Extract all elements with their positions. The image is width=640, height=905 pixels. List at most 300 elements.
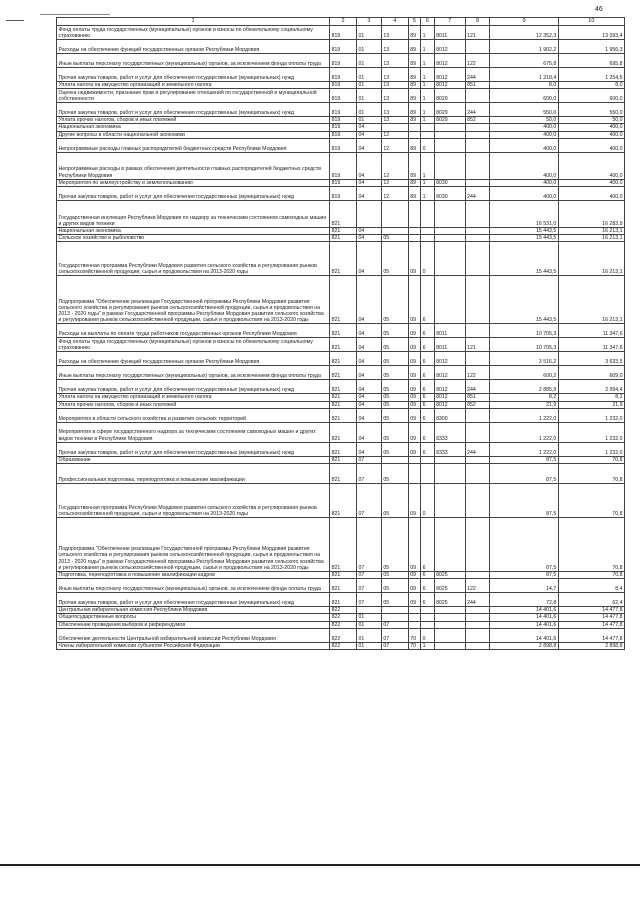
program-code: 09	[408, 366, 420, 380]
table-row	[57, 628, 625, 642]
expense-type-code	[465, 607, 490, 614]
section-code: 04	[357, 228, 382, 235]
program-code: 09	[408, 242, 420, 276]
subprogram-code: 0	[421, 484, 434, 518]
amount-year-1: 10 705,3	[490, 338, 558, 352]
expense-type-code	[465, 464, 490, 484]
subsection-code: 05	[381, 422, 408, 442]
subsection-code: 13	[381, 54, 408, 68]
subprogram-code: 1	[421, 54, 434, 68]
admin-code: 822	[330, 614, 357, 621]
subsection-code: 05	[381, 276, 408, 324]
expense-type-code	[465, 89, 490, 103]
amount-year-2: 1 254,5	[558, 68, 624, 82]
admin-code: 819	[330, 89, 357, 103]
item-code: 8029	[434, 117, 465, 124]
program-code: 89	[408, 138, 420, 152]
section-code: 04	[357, 442, 382, 456]
budget-table	[56, 17, 625, 650]
amount-year-2: 400,0	[558, 187, 624, 201]
section-code: 04	[357, 366, 382, 380]
section-code: 01	[357, 68, 382, 82]
amount-year-1: 12 352,3	[490, 26, 558, 40]
admin-code: 821	[330, 352, 357, 366]
amount-year-1: 2 885,9	[490, 380, 558, 394]
subprogram-code: 1	[421, 26, 434, 40]
expense-type-code	[465, 242, 490, 276]
subsection-code: 13	[381, 40, 408, 54]
amount-year-2: 400,0	[558, 152, 624, 179]
section-code: 04	[357, 235, 382, 242]
subprogram-code: 0	[421, 138, 434, 152]
item-code: 8029	[434, 89, 465, 103]
admin-code: 821	[330, 593, 357, 607]
subprogram-code	[421, 614, 434, 621]
amount-year-2: 2 994,4	[558, 380, 624, 394]
amount-year-2: 14 477,8	[558, 621, 624, 628]
admin-code: 821	[330, 338, 357, 352]
expense-type-code	[465, 422, 490, 442]
expense-type-code	[465, 124, 490, 131]
expense-type-code	[465, 352, 490, 366]
item-code: 8011	[434, 338, 465, 352]
amount-year-2: 8,4	[558, 579, 624, 593]
amount-year-1: 14 401,6	[490, 621, 558, 628]
amount-year-2: 8,0	[558, 82, 624, 89]
program-code: 09	[408, 572, 420, 579]
amount-year-1: 1 222,0	[490, 408, 558, 422]
subsection-code: 05	[381, 324, 408, 338]
expense-type-code: 852	[465, 117, 490, 124]
expense-type-code: 244	[465, 380, 490, 394]
admin-code: 819	[330, 152, 357, 179]
subprogram-code: 6	[421, 338, 434, 352]
amount-year-1: 21,9	[490, 401, 558, 408]
amount-year-2: 609,0	[558, 366, 624, 380]
table-row	[57, 324, 625, 338]
subsection-code: 05	[381, 352, 408, 366]
item-code: 8012	[434, 366, 465, 380]
row-description: Непрограммные расходы главных распорядителей бюджетных средств Республики Мордовия	[57, 138, 330, 152]
expense-type-code	[465, 131, 490, 138]
header-cell: 8	[465, 18, 490, 26]
table-row	[57, 68, 625, 82]
item-code	[434, 124, 465, 131]
amount-year-1: 72,8	[490, 593, 558, 607]
expense-type-code	[465, 235, 490, 242]
subsection-code: 13	[381, 68, 408, 82]
subsection-code: 13	[381, 82, 408, 89]
admin-code: 821	[330, 228, 357, 235]
item-code: 8012	[434, 401, 465, 408]
subsection-code: 12	[381, 131, 408, 138]
program-code: 09	[408, 352, 420, 366]
section-code: 01	[357, 642, 382, 649]
subsection-code: 07	[381, 628, 408, 642]
item-code	[434, 152, 465, 179]
expense-type-code: 121	[465, 338, 490, 352]
program-code: 09	[408, 593, 420, 607]
expense-type-code	[465, 228, 490, 235]
amount-year-1: 50,0	[490, 117, 558, 124]
item-code	[434, 456, 465, 463]
item-code: 8012	[434, 40, 465, 54]
admin-code: 821	[330, 201, 357, 228]
expense-type-code	[465, 642, 490, 649]
expense-type-code: 244	[465, 442, 490, 456]
subsection-code: 05	[381, 380, 408, 394]
expense-type-code: 244	[465, 187, 490, 201]
table-row	[57, 456, 625, 463]
subsection-code: 05	[381, 401, 408, 408]
item-code: 8012	[434, 380, 465, 394]
amount-year-2: 16 213,1	[558, 242, 624, 276]
subsection-code: 12	[381, 138, 408, 152]
table-row	[57, 89, 625, 103]
subsection-code: 05	[381, 442, 408, 456]
amount-year-2: 16 213,1	[558, 276, 624, 324]
amount-year-1: 3 516,2	[490, 352, 558, 366]
amount-year-2: 695,8	[558, 54, 624, 68]
amount-year-2: 2 898,8	[558, 642, 624, 649]
subsection-code: 07	[381, 621, 408, 628]
amount-year-2: 13 093,4	[558, 26, 624, 40]
item-code: 8025	[434, 572, 465, 579]
header-cell: 9	[490, 18, 558, 26]
row-description: Центральная избирательная комиссия Республики Мордовия	[57, 607, 330, 614]
subprogram-code	[421, 464, 434, 484]
subsection-code: 05	[381, 242, 408, 276]
table-row	[57, 408, 625, 422]
expense-type-code	[465, 40, 490, 54]
program-code: 09	[408, 484, 420, 518]
expense-type-code	[465, 614, 490, 621]
expense-type-code: 851	[465, 394, 490, 401]
subprogram-code: 6	[421, 408, 434, 422]
row-description: Профессиональная подготовка, переподготовка и повышение квалификации	[57, 464, 330, 484]
section-code: 04	[357, 179, 382, 186]
admin-code: 821	[330, 408, 357, 422]
table-row	[57, 82, 625, 89]
subsection-code: 05	[381, 235, 408, 242]
row-description: Подготовка, переподготовка и повышение квалификации кадров	[57, 572, 330, 579]
amount-year-1: 600,0	[490, 89, 558, 103]
subprogram-code: 6	[421, 593, 434, 607]
page-bottom-rule	[0, 864, 640, 866]
row-description: Государственная программа Республики Мордовия развития сельского хозяйства и регулирования рынков сельскохозяйственной продукции, сырья и продовольствия на 2013-2020 годы	[57, 484, 330, 518]
subprogram-code	[421, 621, 434, 628]
row-description: Фонд оплаты труда государственных (муниципальных) органов и взносы по обязательному социальному страхованию	[57, 338, 330, 352]
admin-code: 821	[330, 235, 357, 242]
row-description: Общегосударственные вопросы	[57, 614, 330, 621]
amount-year-2: 8,2	[558, 394, 624, 401]
section-code: 04	[357, 242, 382, 276]
amount-year-2: 1 956,3	[558, 40, 624, 54]
admin-code: 819	[330, 179, 357, 186]
row-description: Прочая закупка товаров, работ и услуг для обеспечения государственных (муниципальных) нужд	[57, 187, 330, 201]
amount-year-1: 675,8	[490, 54, 558, 68]
item-code: 8012	[434, 54, 465, 68]
program-code: 09	[408, 401, 420, 408]
section-code: 04	[357, 394, 382, 401]
amount-year-1: 600,2	[490, 366, 558, 380]
item-code	[434, 628, 465, 642]
amount-year-1: 87,5	[490, 572, 558, 579]
section-code: 01	[357, 26, 382, 40]
row-description: Прочая закупка товаров, работ и услуг для обеспечения государственных (муниципальных) нужд	[57, 380, 330, 394]
amount-year-1: 15 443,5	[490, 242, 558, 276]
program-code: 89	[408, 152, 420, 179]
amount-year-1: 550,0	[490, 103, 558, 117]
expense-type-code	[465, 518, 490, 572]
admin-code: 819	[330, 68, 357, 82]
program-code	[408, 124, 420, 131]
row-description: Уплата прочих налогов, сборов и иных платежей	[57, 117, 330, 124]
subsection-code: 05	[381, 338, 408, 352]
subprogram-code: 6	[421, 442, 434, 456]
row-description: Национальная экономика	[57, 228, 330, 235]
table-row	[57, 442, 625, 456]
admin-code: 822	[330, 607, 357, 614]
amount-year-2: 400,0	[558, 131, 624, 138]
admin-code: 822	[330, 642, 357, 649]
amount-year-1: 14 401,6	[490, 628, 558, 642]
section-code: 01	[357, 117, 382, 124]
table-row	[57, 394, 625, 401]
subprogram-code: 6	[421, 518, 434, 572]
row-description: Иные выплаты персоналу государственных (муниципальных) органов, за исключением фонда оплаты труда	[57, 579, 330, 593]
item-code: 8012	[434, 352, 465, 366]
program-code: 09	[408, 380, 420, 394]
table-row	[57, 276, 625, 324]
section-code: 07	[357, 518, 382, 572]
item-code	[434, 642, 465, 649]
expense-type-code	[465, 484, 490, 518]
item-code: 8012	[434, 394, 465, 401]
program-code	[408, 235, 420, 242]
amount-year-1: 15 443,5	[490, 235, 558, 242]
item-code	[434, 228, 465, 235]
table-row	[57, 103, 625, 117]
subprogram-code: 1	[421, 179, 434, 186]
program-code	[408, 201, 420, 228]
table-row	[57, 422, 625, 442]
table-row	[57, 642, 625, 649]
item-code: 8029	[434, 103, 465, 117]
row-description: Подпрограмма "Обеспечение реализации Государственной программы Республики Мордовия развития сельского хозяйства и регулирования рынков сельскохозяйственной продукции, сырья и продовольствия на 2013 - 2020 годы" в рамках Государственной программы Республики Мордовия развития сельского хозяйства и регулирования рынков сельскохозяйственной продукции, сырья и продовольствия на 2013-2020 годы	[57, 276, 330, 324]
table-row	[57, 131, 625, 138]
row-description: Сельское хозяйство и рыболовство	[57, 235, 330, 242]
section-code: 04	[357, 408, 382, 422]
program-code: 09	[408, 442, 420, 456]
admin-code: 819	[330, 103, 357, 117]
program-code: 89	[408, 103, 420, 117]
row-description: Расходы на выплаты по оплате труда работников государственных органов Республики Мордовия	[57, 324, 330, 338]
row-description: Другие вопросы в области национальной экономики	[57, 131, 330, 138]
row-description: Подпрограмма "Обеспечение реализации Государственной программы Республики Мордовия развития сельского хозяйства и регулирования рынков сельскохозяйственной продукции, сырья и продовольствия на 2013 - 2020 годы" в рамках Государственной программы Республики Мордовия развития сельского хозяйства и регулирования рынков сельскохозяйственной продукции, сырья и продовольствия на 2013-2020 годы	[57, 518, 330, 572]
amount-year-2: 11 347,6	[558, 324, 624, 338]
expense-type-code	[465, 138, 490, 152]
row-description: Непрограммные расходы в рамках обеспечения деятельности главных распорядителей бюджетных средств Республики Мордовия	[57, 152, 330, 179]
table-row	[57, 518, 625, 572]
subprogram-code: 6	[421, 324, 434, 338]
subprogram-code: 6	[421, 422, 434, 442]
subsection-code	[381, 201, 408, 228]
table-row	[57, 614, 625, 621]
subprogram-code	[421, 201, 434, 228]
amount-year-1: 15 443,5	[490, 228, 558, 235]
amount-year-1: 1 218,4	[490, 68, 558, 82]
admin-code: 819	[330, 117, 357, 124]
amount-year-1: 2 898,8	[490, 642, 558, 649]
table-row	[57, 338, 625, 352]
amount-year-2: 62,4	[558, 593, 624, 607]
row-description: Мероприятия в области сельского хозяйства и развития сельских территорий	[57, 408, 330, 422]
program-code	[408, 131, 420, 138]
admin-code: 819	[330, 40, 357, 54]
row-description: Прочая закупка товаров, работ и услуг для обеспечения государственных (муниципальных) нужд	[57, 68, 330, 82]
subprogram-code: 6	[421, 366, 434, 380]
admin-code: 819	[330, 187, 357, 201]
program-code	[408, 621, 420, 628]
program-code: 09	[408, 338, 420, 352]
table-row	[57, 352, 625, 366]
amount-year-1: 15 443,5	[490, 276, 558, 324]
amount-year-2: 14 477,8	[558, 607, 624, 614]
row-description: Обеспечение деятельности Центральной избирательной комиссии Республики Мордовия	[57, 628, 330, 642]
admin-code: 822	[330, 621, 357, 628]
section-code: 07	[357, 593, 382, 607]
table-row	[57, 401, 625, 408]
admin-code: 821	[330, 401, 357, 408]
subprogram-code	[421, 228, 434, 235]
admin-code: 822	[330, 628, 357, 642]
table-row	[57, 579, 625, 593]
header-cell: 4	[381, 18, 408, 26]
expense-type-code	[465, 621, 490, 628]
amount-year-1: 8,0	[490, 82, 558, 89]
amount-year-1: 14,7	[490, 579, 558, 593]
subsection-code	[381, 228, 408, 235]
header-row	[57, 18, 625, 26]
amount-year-2: 70,8	[558, 464, 624, 484]
section-code: 04	[357, 380, 382, 394]
item-code: 8011	[434, 324, 465, 338]
row-description: Фонд оплаты труда государственных (муниципальных) органов и взносы по обязательному социальному страхованию	[57, 26, 330, 40]
table-row	[57, 201, 625, 228]
item-code	[434, 518, 465, 572]
expense-type-code: 122	[465, 579, 490, 593]
subprogram-code: 1	[421, 82, 434, 89]
table-row	[57, 235, 625, 242]
item-code: 8030	[434, 179, 465, 186]
section-code: 04	[357, 422, 382, 442]
admin-code: 819	[330, 54, 357, 68]
program-code	[408, 607, 420, 614]
table-row	[57, 242, 625, 276]
section-code	[357, 201, 382, 228]
header-cell: 2	[330, 18, 357, 26]
admin-code: 821	[330, 579, 357, 593]
amount-year-1: 400,0	[490, 179, 558, 186]
row-description: Образование	[57, 456, 330, 463]
amount-year-2: 50,0	[558, 117, 624, 124]
row-description: Государственная программа Республики Мордовия развития сельского хозяйства и регулирования рынков сельскохозяйственной продукции, сырья и продовольствия на 2013-2020 годы	[57, 242, 330, 276]
item-code	[434, 138, 465, 152]
subprogram-code: 6	[421, 401, 434, 408]
section-code: 07	[357, 579, 382, 593]
subprogram-code: 1	[421, 103, 434, 117]
program-code	[408, 228, 420, 235]
amount-year-1: 10 705,3	[490, 324, 558, 338]
subsection-code: 05	[381, 366, 408, 380]
item-code	[434, 242, 465, 276]
table-row	[57, 607, 625, 614]
section-code	[357, 607, 382, 614]
amount-year-2: 600,0	[558, 89, 624, 103]
section-code: 07	[357, 464, 382, 484]
scan-mark	[6, 20, 24, 21]
section-code: 01	[357, 614, 382, 621]
row-description: Государственная инспекция Республики Мордовия по надзору за техническим состоянием самоходных машин и других видов техники	[57, 201, 330, 228]
subprogram-code: 1	[421, 89, 434, 103]
subsection-code	[381, 456, 408, 463]
item-code	[434, 614, 465, 621]
program-code: 09	[408, 276, 420, 324]
program-code	[408, 464, 420, 484]
subsection-code: 05	[381, 484, 408, 518]
amount-year-1: 1 902,2	[490, 40, 558, 54]
expense-type-code	[465, 276, 490, 324]
program-code: 09	[408, 324, 420, 338]
admin-code: 819	[330, 82, 357, 89]
subprogram-code	[421, 124, 434, 131]
subsection-code: 12	[381, 179, 408, 186]
admin-code: 821	[330, 380, 357, 394]
admin-code: 821	[330, 366, 357, 380]
expense-type-code: 122	[465, 366, 490, 380]
program-code: 89	[408, 26, 420, 40]
subsection-code: 05	[381, 464, 408, 484]
subprogram-code: 6	[421, 276, 434, 324]
amount-year-2: 1 232,0	[558, 422, 624, 442]
expense-type-code: 244	[465, 68, 490, 82]
subprogram-code: 1	[421, 152, 434, 179]
amount-year-2: 1 232,0	[558, 442, 624, 456]
section-code: 04	[357, 152, 382, 179]
row-description: Уплата налога на имущество организаций и земельного налога	[57, 82, 330, 89]
amount-year-1: 400,0	[490, 152, 558, 179]
amount-year-2: 70,8	[558, 456, 624, 463]
section-code: 01	[357, 40, 382, 54]
program-code: 89	[408, 82, 420, 89]
program-code: 09	[408, 408, 420, 422]
subsection-code	[381, 607, 408, 614]
amount-year-1: 87,5	[490, 518, 558, 572]
subprogram-code: 0	[421, 628, 434, 642]
row-description: Иные выплаты персоналу государственных (муниципальных) органов, за исключением фонда оплаты труда	[57, 366, 330, 380]
admin-code: 821	[330, 394, 357, 401]
amount-year-2: 14 477,8	[558, 628, 624, 642]
amount-year-1: 400,0	[490, 131, 558, 138]
admin-code: 821	[330, 276, 357, 324]
admin-code: 821	[330, 484, 357, 518]
amount-year-2: 14 477,8	[558, 614, 624, 621]
row-description: Мероприятия в сфере государственного надзора за техническим состоянием самоходных машин и других видов техники в Республике Мордовия	[57, 422, 330, 442]
program-code: 89	[408, 54, 420, 68]
program-code: 89	[408, 117, 420, 124]
table-row	[57, 26, 625, 40]
